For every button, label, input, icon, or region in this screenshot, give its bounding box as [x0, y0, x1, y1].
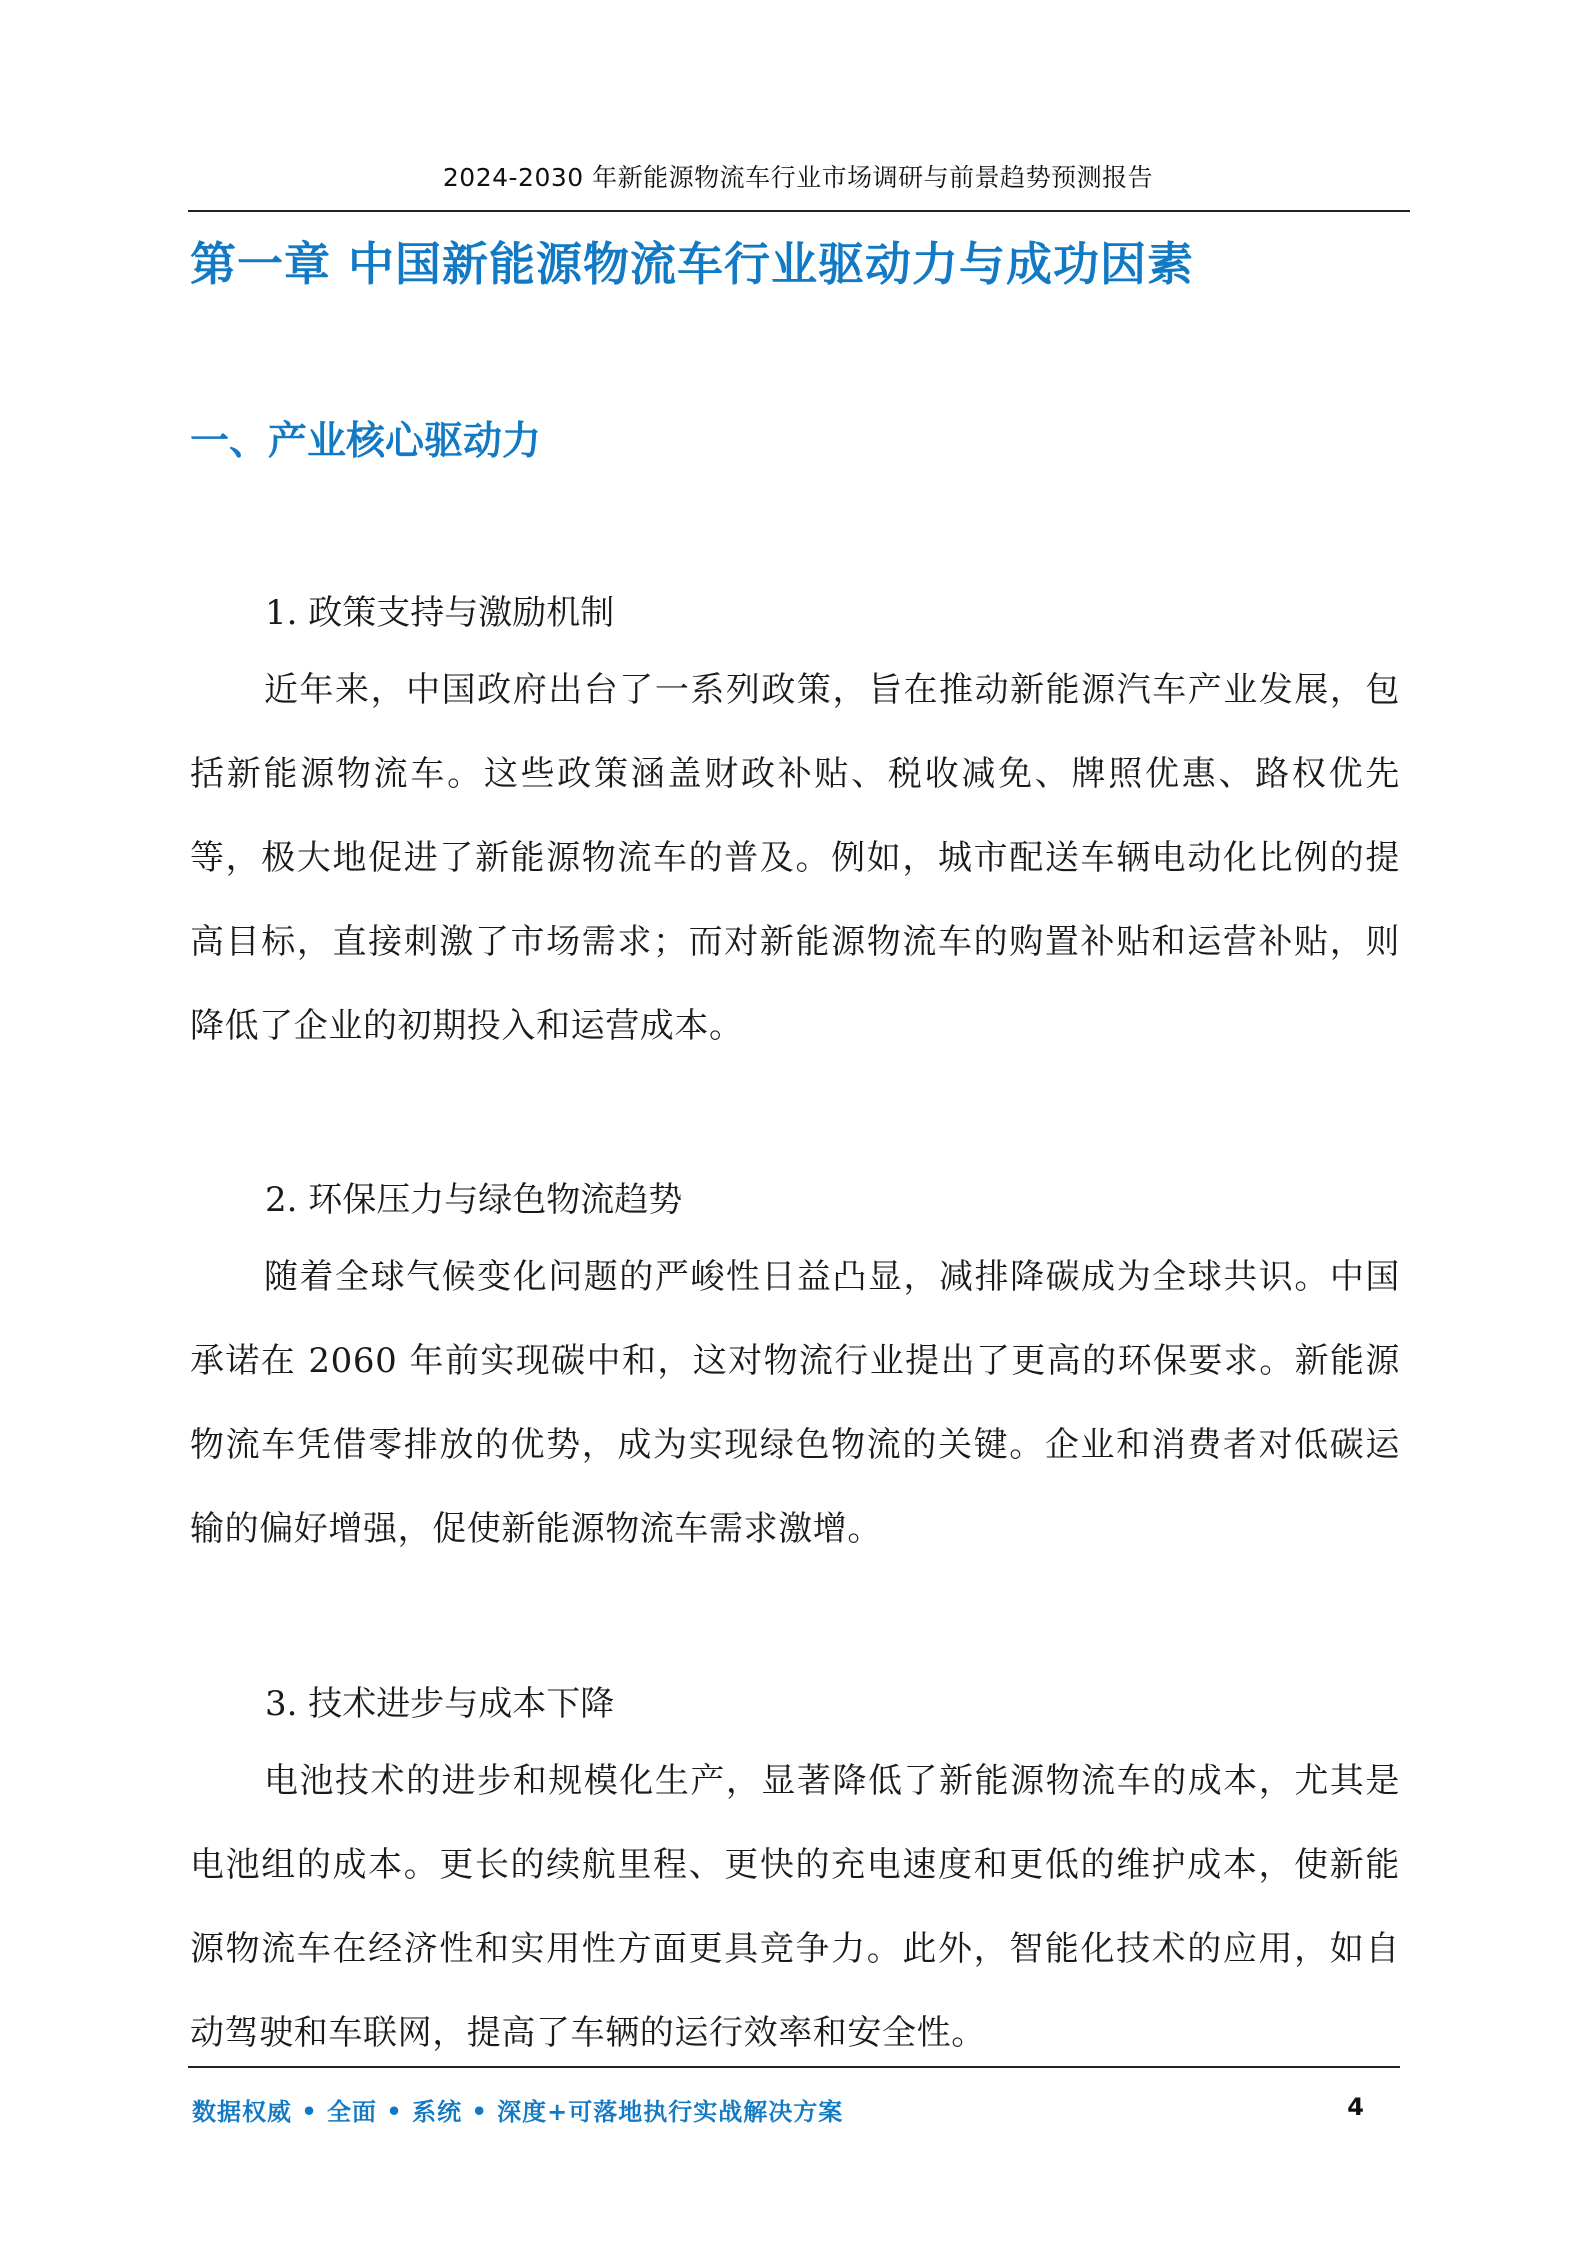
footer-divider — [188, 2066, 1400, 2068]
section-title: 一、产业核心驱动力 — [190, 419, 542, 464]
paragraph-1: 近年来，中国政府出台了一系列政策，旨在推动新能源汽车产业发展，包括新能源物流车。这些政策涵盖财政补贴、税收减免、牌照优惠、路权优先等，极大地促进了新能源物流车的普及。例如，城市配送车辆电动化比例的提高目标，直接刺激了市场需求；而对新能源物流车的购置补贴和运营补贴，则降低了企业的初期投入和运营成本。 — [190, 670, 1400, 1046]
paragraph-2: 随着全球气候变化问题的严峻性日益凸显，减排降碳成为全球共识。中国承诺在 2060 年前实现碳中和，这对物流行业提出了更高的环保要求。新能源物流车凭借零排放的优势，成为实现绿色物流的关键。企业和消费者对低碳运输的偏好增强，促使新能源物流车需求激增。 — [190, 1257, 1400, 1549]
paragraph-3: 电池技术的进步和规模化生产，显著降低了新能源物流车的成本，尤其是电池组的成本。更长的续航里程、更快的充电速度和更低的维护成本，使新能源物流车在经济性和实用性方面更具竞争力。此外，智能化技术的应用，如自动驾驶和车联网，提高了车辆的运行效率和安全性。 — [190, 1761, 1400, 2053]
subsection-heading-2: 2. 环保压力与绿色物流趋势 — [265, 1180, 683, 1220]
chapter-title: 第一章 中国新能源物流车行业驱动力与成功因素 — [190, 237, 1195, 291]
subsection-heading-1: 1. 政策支持与激励机制 — [265, 593, 615, 633]
header-divider — [188, 210, 1410, 212]
page-number: 4 — [1347, 2093, 1364, 2121]
subsection-heading-3: 3. 技术进步与成本下降 — [265, 1684, 615, 1724]
header-title: 2024-2030 年新能源物流车行业市场调研与前景趋势预测报告 — [442, 163, 1154, 192]
footer-slogan: 数据权威 • 全面 • 系统 • 深度+可落地执行实战解决方案 — [192, 2097, 844, 2126]
